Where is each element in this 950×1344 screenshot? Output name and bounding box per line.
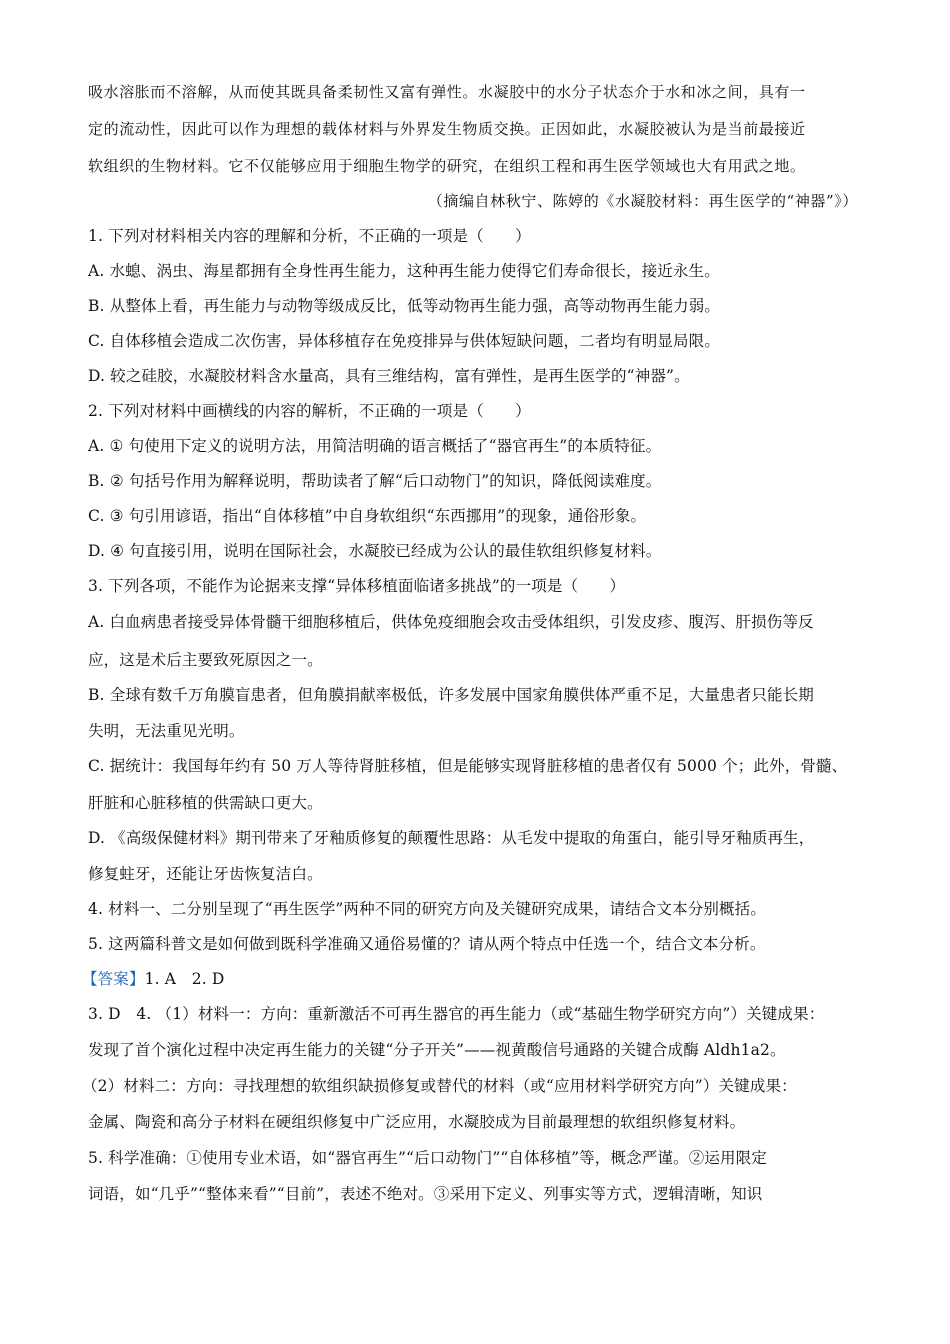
answer-values: 1. A 2. D	[144, 970, 225, 988]
question-1-option-b: B. 从整体上看，再生能力与动物等级成反比，低等动物再生能力强，高等动物再生能力弱。	[88, 297, 721, 315]
question-5: 5. 这两篇科普文是如何做到既科学准确又通俗易懂的？请从两个特点中任选一个，结合文本分析。	[88, 935, 766, 953]
passage-line: 吸水溶胀而不溶解，从而使其既具备柔韧性又富有弹性。水凝胶中的水分子状态介于水和冰之间，具有一	[88, 83, 806, 101]
answer-line-5: 金属、陶瓷和高分子材料在硬组织修复中广泛应用，水凝胶成为目前最理想的软组织修复材料。	[88, 1113, 746, 1131]
question-3-option-a-cont: 应，这是术后主要致死原因之一。	[88, 651, 323, 669]
answer-line-2: 3. D 4. （1）材料一：方向：重新激活不可再生器官的再生能力（或“基础生物学研究方向”）关键成果：	[88, 1005, 825, 1023]
answer-tag: 【答案】	[82, 970, 145, 988]
question-3-option-c: C. 据统计：我国每年约有 50 万人等待肾脏移植，但是能够实现肾脏移植的患者仅有 5000 个；此外，骨髓、	[88, 757, 848, 775]
question-3-option-d-cont: 修复蛀牙，还能让牙齿恢复洁白。	[88, 865, 323, 883]
passage-line: 定的流动性，因此可以作为理想的载体材料与外界发生物质交换。正因如此，水凝胶被认为是当前最接近	[88, 120, 806, 138]
question-1-option-a: A. 水螅、涡虫、海星都拥有全身性再生能力，这种再生能力使得它们寿命很长，接近永生。	[88, 262, 720, 280]
question-2-option-d: D. ④ 句直接引用，说明在国际社会，水凝胶已经成为公认的最佳软组织修复材料。	[88, 542, 662, 560]
question-2-option-b: B. ② 句括号作用为解释说明，帮助读者了解“后口动物门”的知识，降低阅读难度。	[88, 472, 662, 490]
question-1-option-d: D. 较之硅胶，水凝胶材料含水量高，具有三维结构，富有弹性，是再生医学的“神器”。	[88, 367, 690, 385]
question-1-option-c: C. 自体移植会造成二次伤害，异体移植存在免疫排异与供体短缺问题，二者均有明显局限。	[88, 332, 720, 350]
question-3-stem: 3. 下列各项，不能作为论据来支撑“异体移植面临诸多挑战”的一项是（ ）	[88, 577, 626, 595]
answer-line-6: 5. 科学准确：①使用专业术语，如“器官再生”“后口动物门”“自体移植”等，概念严谨。②运用限定	[88, 1149, 767, 1167]
answer-line-3: 发现了首个演化过程中决定再生能力的关键“分子开关”——视黄酸信号通路的关键合成酶 Aldh1a2。	[88, 1041, 786, 1059]
question-2-option-c: C. ③ 句引用谚语，指出“自体移植”中自身软组织“东西挪用”的现象，通俗形象。	[88, 507, 647, 525]
answer-line-4: （2）材料二：方向：寻找理想的软组织缺损修复或替代的材料（或“应用材料学研究方向”）关键成果：	[82, 1077, 797, 1095]
answer-line-1	[82, 969, 862, 989]
question-3-option-c-cont: 肝脏和心脏移植的供需缺口更大。	[88, 794, 323, 812]
passage-line: 软组织的生物材料。它不仅能够应用于细胞生物学的研究，在组织工程和再生医学领域也大有用武之地。	[88, 157, 806, 175]
passage-source: （摘编自林秋宁、陈婷的《水凝胶材料：再生医学的“神器”》）	[427, 192, 858, 210]
question-3-option-b: B. 全球有数千万角膜盲患者，但角膜捐献率极低，许多发展中国家角膜供体严重不足，大量患者只能长期	[88, 686, 814, 704]
question-3-option-a: A. 白血病患者接受异体骨髓干细胞移植后，供体免疫细胞会攻击受体组织，引发皮疹、腹泻、肝损伤等反	[88, 613, 814, 631]
question-4: 4. 材料一、二分别呈现了“再生医学”两种不同的研究方向及关键研究成果，请结合文本分别概括。	[88, 900, 766, 918]
question-3-option-d: D. 《高级保健材料》期刊带来了牙釉质修复的颠覆性思路：从毛发中提取的角蛋白，能引导牙釉质再生，	[88, 829, 815, 847]
answer-line-7: 词语，如“几乎”“整体来看”“目前”，表述不绝对。③采用下定义、列事实等方式，逻辑清晰，知识	[88, 1185, 763, 1203]
question-2-option-a: A. ① 句使用下定义的说明方法，用简洁明确的语言概括了“器官再生”的本质特征。	[88, 437, 662, 455]
question-1-stem: 1. 下列对材料相关内容的理解和分析，不正确的一项是（ ）	[88, 227, 531, 245]
question-3-option-b-cont: 失明，无法重见光明。	[88, 722, 245, 740]
question-2-stem: 2. 下列对材料中画横线的内容的解析，不正确的一项是（ ）	[88, 402, 531, 420]
